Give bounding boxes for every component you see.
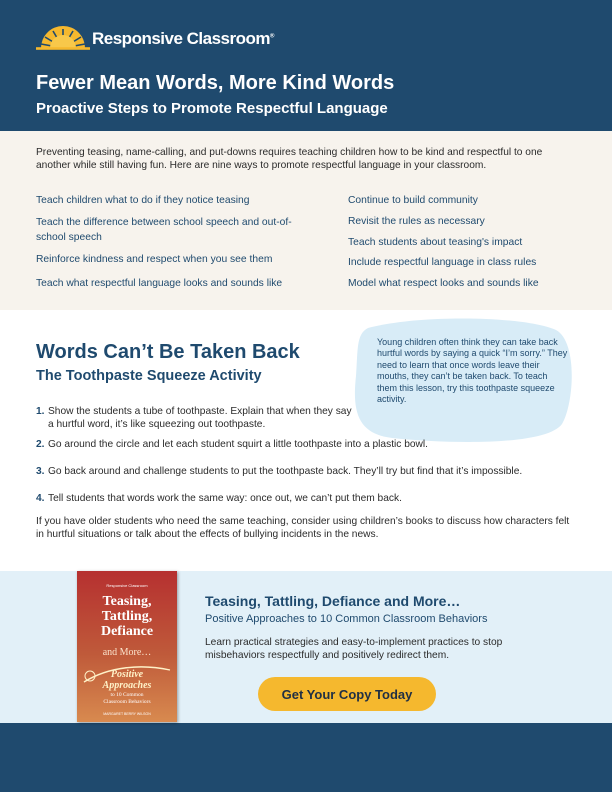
book-title-line: Defiance xyxy=(100,624,154,639)
book-author: MARGARET BERRY WILSON xyxy=(103,712,151,716)
closing-text: If you have older students who need the same teaching, consider using children’s books to discuss how characters felt in hurtful situations or talk about the effects of bullying incidents in the news. xyxy=(36,516,570,540)
activity-step xyxy=(36,438,592,451)
activity-step xyxy=(36,492,592,505)
book-and-more: and More… xyxy=(102,647,152,658)
step-number: 2. xyxy=(36,439,45,450)
promo-subtitle: Positive Approaches to 10 Common Classroom Behaviors xyxy=(205,613,488,625)
step-item: Model what respect looks and sounds like xyxy=(348,278,539,289)
activity-title: Words Can’t Be Taken Back xyxy=(36,341,300,363)
step-text: Tell students that words work the same way: once out, we can’t put them back. xyxy=(48,493,402,504)
book-title xyxy=(77,594,177,639)
book-subtitle-line: Approaches xyxy=(102,680,152,691)
activity-step xyxy=(36,405,356,431)
get-your-copy-button[interactable]: Get Your Copy Today xyxy=(258,677,436,711)
page-title: Fewer Mean Words, More Kind Words xyxy=(36,72,395,94)
step-item: Revisit the rules as necessary xyxy=(348,216,485,227)
book-subtitle-line: Positive xyxy=(110,669,144,680)
book-brand: Responsive Classroom xyxy=(106,583,148,588)
book-subtitle-line: to 10 Common xyxy=(110,692,144,698)
step-number: 3. xyxy=(36,466,45,477)
step-number: 4. xyxy=(36,493,45,504)
step-item: Teach children what to do if they notice teasing xyxy=(36,195,250,206)
promo-body: Learn practical strategies and easy-to-implement practices to stop misbehaviors respectfully and positively redirect them. xyxy=(205,637,503,661)
step-item: Teach what respectful language looks and sounds like xyxy=(36,278,283,289)
step-item: Continue to build community xyxy=(348,195,478,206)
book-subtitle-rest xyxy=(77,692,177,706)
promo-title: Teasing, Tattling, Defiance and More… xyxy=(205,593,461,609)
book-cover[interactable] xyxy=(77,571,177,722)
step-item: Include respectful language in class rules xyxy=(348,257,537,268)
footer-band xyxy=(0,723,612,792)
activity-step xyxy=(36,465,592,478)
callout-text: Young children often think they can take back hurtful words by saying a quick “I’m sorry.” They need to learn that once words leave their mouths, they can’t be taken back. To teach them this lesson, try this toothpaste squeeze activity. xyxy=(377,337,568,405)
book-title-line: Tattling, xyxy=(101,609,153,624)
step-text: Go back around and challenge students to put the toothpaste back. They’ll try but find that it’s impossible. xyxy=(48,466,523,477)
book-subtitle-line: Classroom Behaviors xyxy=(103,699,151,705)
intro-text: Preventing teasing, name-calling, and put-downs requires teaching children how to be kind and respectful to one another while still having fun. Here are nine ways to promote respectful language in your classroom. xyxy=(36,147,543,171)
step-item: Teach students about teasing's impact xyxy=(348,237,523,248)
book-title-line: Teasing, xyxy=(102,594,152,609)
book-subtitle xyxy=(77,669,177,691)
header-banner xyxy=(0,0,612,131)
activity-subtitle: The Toothpaste Squeeze Activity xyxy=(36,368,262,384)
step-item: Reinforce kindness and respect when you see them xyxy=(36,254,273,265)
logo-text: Responsive Classroom® xyxy=(92,29,274,48)
step-item: Teach the difference between school speech and out-of-school speech xyxy=(36,217,292,243)
page-subtitle: Proactive Steps to Promote Respectful Language xyxy=(36,100,388,117)
step-text: Go around the circle and let each student squirt a little toothpaste into a plastic bowl. xyxy=(48,439,428,450)
intro-section xyxy=(0,131,612,310)
step-number: 1. xyxy=(36,406,45,417)
sun-icon xyxy=(36,26,90,52)
step-text: Show the students a tube of toothpaste. Explain that when they say a hurtful word, it’s like squeezing out toothpaste. xyxy=(48,406,352,430)
